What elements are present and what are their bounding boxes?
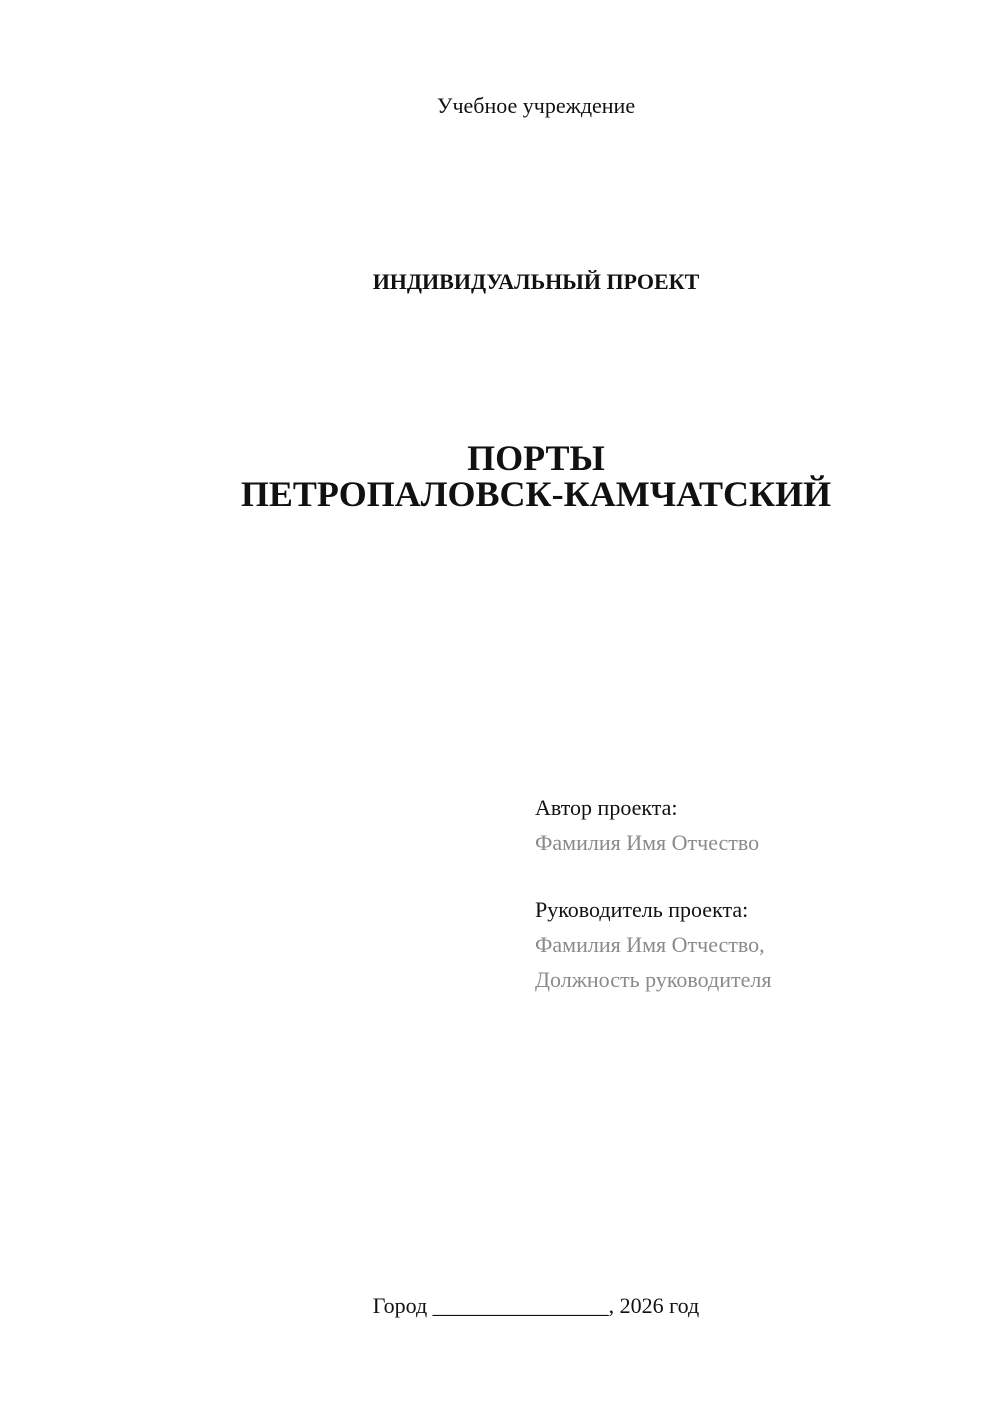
author-label: Автор проекта: bbox=[535, 795, 678, 820]
project-meta bbox=[535, 790, 771, 997]
project-title-line-2: ПЕТРОПАЛОВСК-КАМЧАТСКИЙ bbox=[240, 474, 832, 514]
meta-spacer bbox=[535, 860, 771, 892]
document-type: ИНДИВИДУАЛЬНЫЙ ПРОЕКТ bbox=[372, 269, 700, 294]
project-title bbox=[0, 440, 1000, 512]
supervisor-label: Руководитель проекта: bbox=[535, 897, 749, 922]
author-name: Фамилия Имя Отчество bbox=[535, 830, 760, 855]
institution-name: Учебное учреждение bbox=[436, 93, 636, 118]
city-year-line: Город ________________, 2026 год bbox=[372, 1293, 700, 1318]
project-title-line-1: ПОРТЫ bbox=[467, 438, 605, 478]
supervisor-name: Фамилия Имя Отчество, bbox=[535, 932, 765, 957]
supervisor-position: Должность руководителя bbox=[535, 967, 772, 992]
